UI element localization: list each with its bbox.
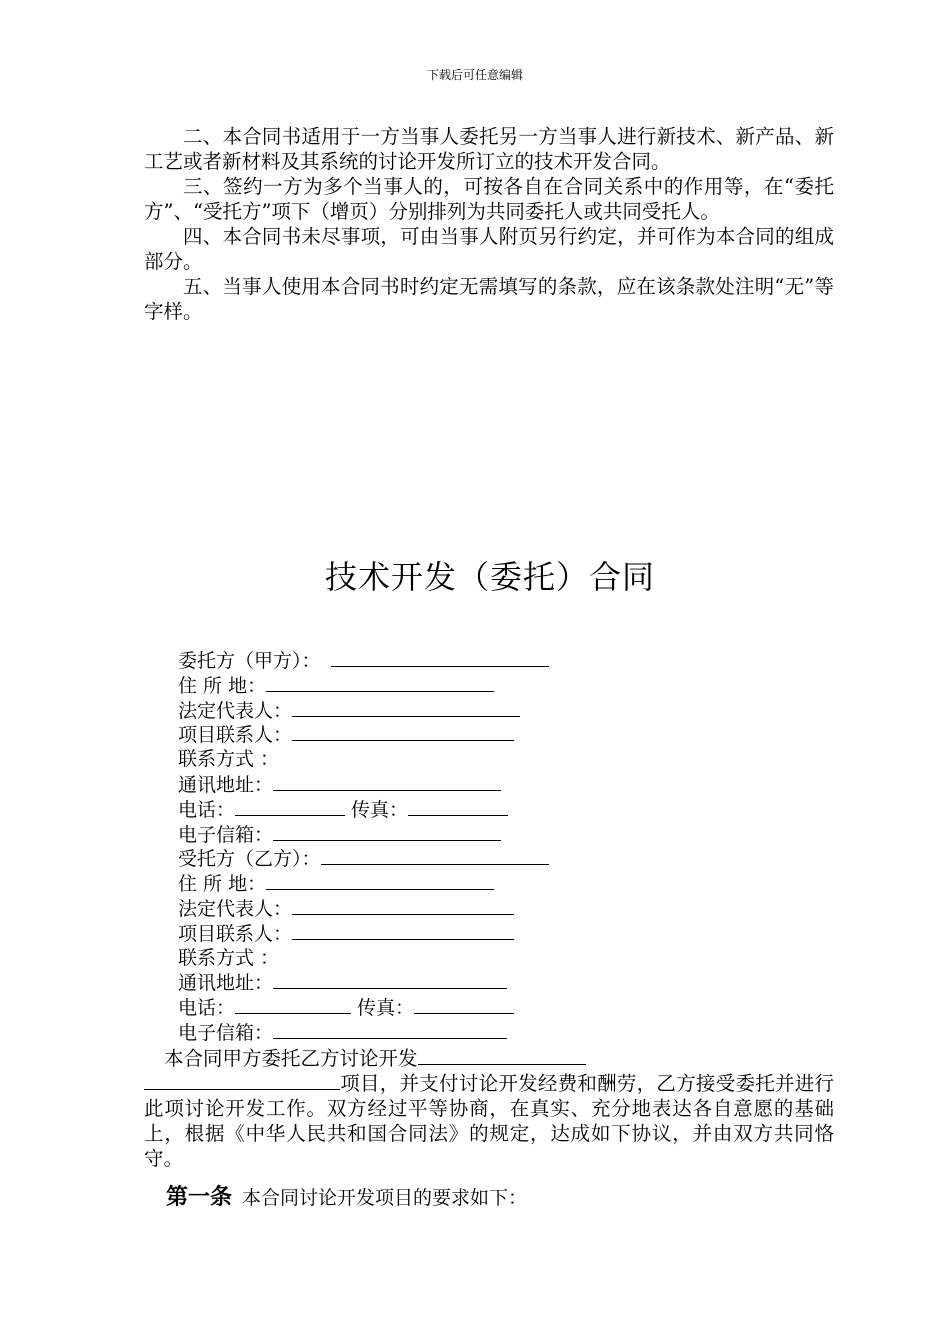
party-a-phone-label: 电话： [178,798,236,821]
article-1-text: 本合同讨论开发项目的要求如下： [242,1187,528,1209]
party-b-email-blank[interactable] [273,1020,507,1039]
preamble-text-1: 本合同甲方委托乙方讨论开发 [164,1047,418,1070]
party-a-contact-person-label: 项目联系人： [178,724,293,747]
party-b-legal-rep-blank[interactable] [292,896,514,915]
party-b-email-label: 电子信箱： [178,1021,274,1044]
contract-preamble [144,1046,834,1171]
party-b-address-label: 住 所 地： [178,873,267,896]
party-b-mail-address-label: 通讯地址： [178,972,274,995]
party-b-fax-blank[interactable] [414,995,514,1014]
party-b-row [178,846,678,871]
article-1 [166,1180,527,1211]
party-b-contact-person-blank[interactable] [292,921,514,940]
party-a-address-blank[interactable] [266,673,494,692]
preamble-line [144,1046,834,1071]
intro-paragraph: 五、当事人使用本合同书时约定无需填写的条款，应在该条款处注明“无”等字样。 [144,275,834,323]
project-name-blank[interactable] [418,1046,586,1065]
party-b-phone-blank[interactable] [235,995,351,1014]
party-b-contact-method-label: 联系方式 ： [178,946,280,969]
party-a-contact-method-label: 联系方式 ： [178,748,280,771]
party-a-email-label: 电子信箱： [178,823,274,846]
party-b-blank[interactable] [321,846,549,865]
party-a-legal-rep-label: 法定代表人： [178,699,293,722]
page-header: 下载后可任意编辑 [426,68,523,82]
party-b-label: 受托方（乙方）： [178,848,321,871]
party-a-mail-address-blank[interactable] [273,772,501,791]
party-b-mail-address-blank[interactable] [273,970,507,989]
party-a-legal-rep-blank[interactable] [292,698,520,717]
party-a-label: 委托方（甲方）： [178,650,321,672]
preamble-text-2: 项目，并支付讨论开发经费和酬劳，乙方接受委托并进行此项讨论开发工作。双方经过平等协商，在真实、充分地表达各自意愿的基础上，根据《中华人民共和国合同法》的规定，达成如下协议，并由双方共同恪守。 [144,1072,834,1170]
party-a-mail-address-label: 通讯地址： [178,773,274,796]
party-a-fax-blank[interactable] [408,797,508,816]
party-a-email-blank[interactable] [273,822,501,841]
contract-title: 技术开发（委托）合同 [324,558,655,596]
party-b-address-blank[interactable] [266,871,494,890]
preamble-paragraph [144,1071,834,1171]
intro-notes [144,124,834,324]
intro-paragraph: 四、本合同书未尽事项，可由当事人附页另行约定，并可作为本合同的组成部分。 [144,225,834,273]
party-a-blank[interactable] [331,648,549,667]
party-b-legal-rep-label: 法定代表人： [178,897,293,920]
intro-paragraph: 三、签约一方为多个当事人的，可按各自在合同关系中的作用等，在“委托方”、“受托方”项下（增页）分别排列为共同委托人或共同受托人。 [144,175,834,223]
party-b-phone-label: 电话： [178,997,236,1020]
party-a-fax-label: 传真： [351,798,409,821]
party-a-address-label: 住 所 地： [178,674,267,697]
party-a-phone-blank[interactable] [235,797,345,816]
article-1-number: 第一条 [166,1185,233,1210]
party-b-fax-label: 传真： [357,997,415,1020]
party-a-contact-person-blank[interactable] [292,722,514,741]
party-a-row [178,648,678,673]
party-b-contact-person-label: 项目联系人： [178,922,293,945]
party-fields [178,648,678,1045]
intro-paragraph: 二、本合同书适用于一方当事人委托另一方当事人进行新技术、新产品、新工艺或者新材料及其系统的讨论开发所订立的技术开发合同。 [144,125,834,173]
project-name-blank-2[interactable] [144,1071,340,1090]
